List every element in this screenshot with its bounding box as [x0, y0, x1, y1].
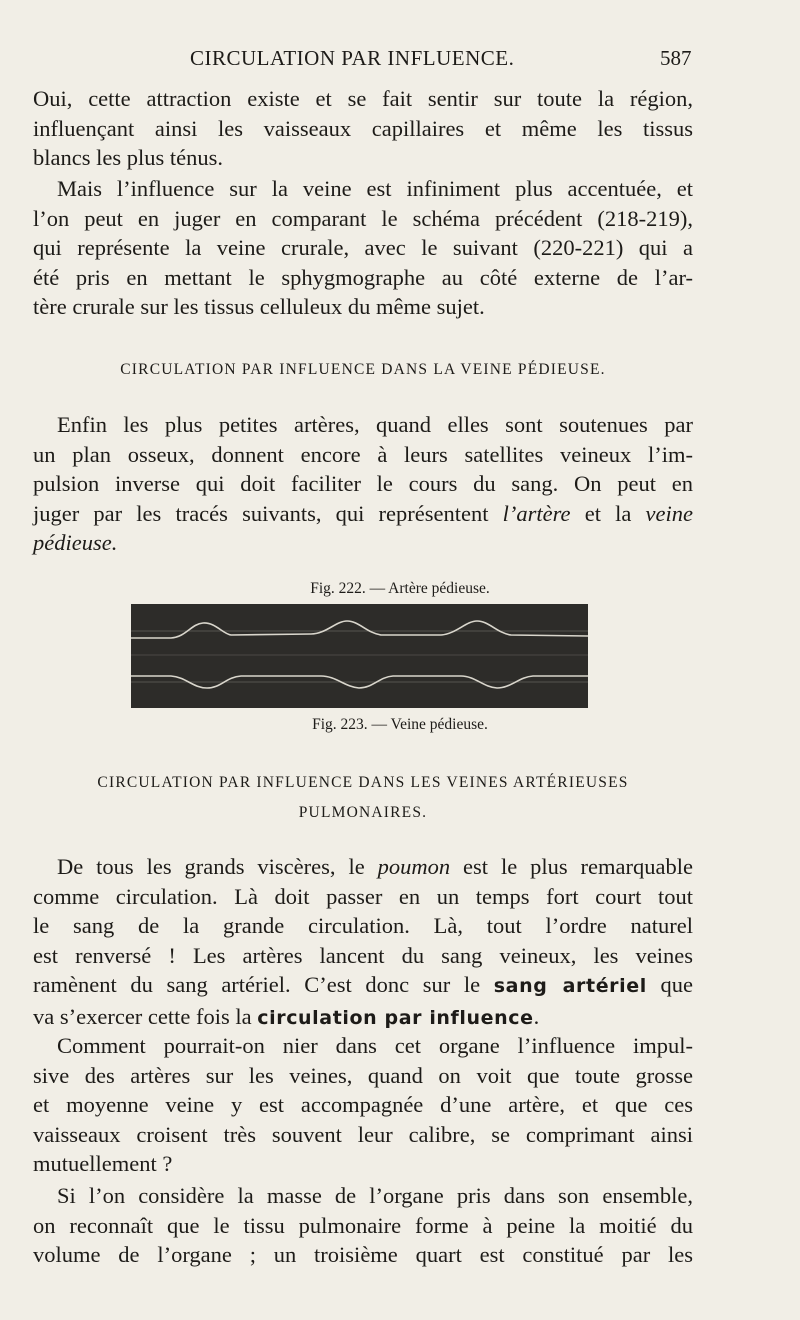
- text-line: tère crurale sur les tissus celluleux du même sujet.: [33, 294, 485, 319]
- text-line: volume de l’organe ; un troisième quart est constitué par les: [33, 1242, 693, 1267]
- text-line: été pris en mettant le sphygmographe au côté externe de l’ar-: [33, 264, 693, 290]
- text-line: [33, 499, 693, 529]
- text-line: est renversé ! Les artères lancent du sang veineux, les veines: [33, 942, 693, 968]
- figure-223-caption: Fig. 223. — Veine pédieuse.: [312, 716, 488, 733]
- paragraph-3: [33, 410, 693, 558]
- text-line: mutuellement ?: [33, 1151, 173, 1176]
- italic-pedieuse: pédieuse.: [33, 530, 118, 555]
- text-line: qui représente la veine crurale, avec le suivant (220-221) qui a: [33, 235, 693, 260]
- italic-poumon: poumon: [377, 854, 451, 879]
- section-heading-veine-pedieuse: CIRCULATION PAR INFLUENCE DANS LA VEINE PÉDIEUSE.: [120, 361, 606, 378]
- text-line: [33, 970, 693, 1002]
- text-run: et la: [570, 500, 646, 526]
- tracing-svg: [131, 604, 588, 708]
- text-line: et moyenne veine y est accompagnée d’une artère, et que ces: [33, 1092, 693, 1117]
- paragraph-4: [33, 852, 693, 1033]
- text-line: sive des artères sur les veines, quand on voit que toute grosse: [33, 1062, 693, 1088]
- section-heading-veines-arterieuses: CIRCULATION PAR INFLUENCE DANS LES VEINES ARTÉRIEUSES: [97, 774, 629, 791]
- text-run: est le plus remarquable: [450, 854, 693, 879]
- text-line: influençant ainsi les vaisseaux capillaires et même les tissus: [33, 115, 693, 141]
- text-line: [33, 1002, 693, 1034]
- text-line: Enfin les plus petites artères, quand elles sont soutenues par: [57, 412, 693, 437]
- text-run: va s’exercer cette fois la: [33, 1003, 258, 1029]
- bold-sang-arteriel: sang artériel: [493, 975, 647, 997]
- text-line: Mais l’influence sur la veine est infiniment plus accentuée, et: [57, 176, 693, 201]
- text-run: .: [533, 1003, 540, 1029]
- text-run: que: [646, 972, 693, 997]
- text-line: un plan osseux, donnent encore à leurs satellites veineux l’im-: [33, 441, 693, 467]
- sphygmograph-tracing-figure: [131, 604, 588, 708]
- text-line: on reconnaît que le tissu pulmonaire forme à peine la moitié du: [33, 1212, 693, 1238]
- text-line: vaisseaux croisent très souvent leur calibre, se comprimant ainsi: [33, 1121, 693, 1147]
- text-line: [33, 528, 693, 558]
- italic-artere: l’artère: [502, 500, 571, 526]
- text-line: l’on peut en juger en comparant le schéma précédent (218-219),: [33, 205, 693, 231]
- page-number: 587: [660, 46, 692, 70]
- text-run: De tous les grands viscères, le: [57, 854, 378, 879]
- page-header: [0, 46, 800, 76]
- section-heading-pulmonaires: PULMONAIRES.: [298, 804, 428, 821]
- text-line: Si l’on considère la masse de l’organe pris dans son ensemble,: [57, 1183, 693, 1208]
- bold-circulation-par-influence: circulation par influence: [257, 1006, 534, 1029]
- text-line: Oui, cette attraction existe et se fait sentir sur toute la région,: [33, 86, 693, 111]
- text-line: blancs les plus ténus.: [33, 145, 223, 170]
- italic-veine: veine: [645, 500, 693, 526]
- paragraph-1: [33, 84, 693, 173]
- text-line: pulsion inverse qui doit faciliter le cours du sang. On peut en: [33, 471, 693, 496]
- running-title: CIRCULATION PAR INFLUENCE.: [190, 46, 515, 70]
- text-run: juger par les tracés suivants, qui représentent: [33, 500, 503, 526]
- text-line: comme circulation. Là doit passer en un temps fort court tout: [33, 883, 693, 909]
- figure-222-caption: Fig. 222. — Artère pédieuse.: [310, 580, 490, 597]
- paragraph-5: [33, 1031, 693, 1179]
- text-run: ramènent du sang artériel. C’est donc sur le: [33, 972, 494, 997]
- text-line: Comment pourrait-on nier dans cet organe l’influence impul-: [57, 1033, 693, 1058]
- text-line: [33, 852, 693, 882]
- text-line: le sang de la grande circulation. Là, tout l’ordre naturel: [33, 913, 693, 938]
- paragraph-6: [33, 1181, 693, 1270]
- paragraph-2: [33, 174, 693, 322]
